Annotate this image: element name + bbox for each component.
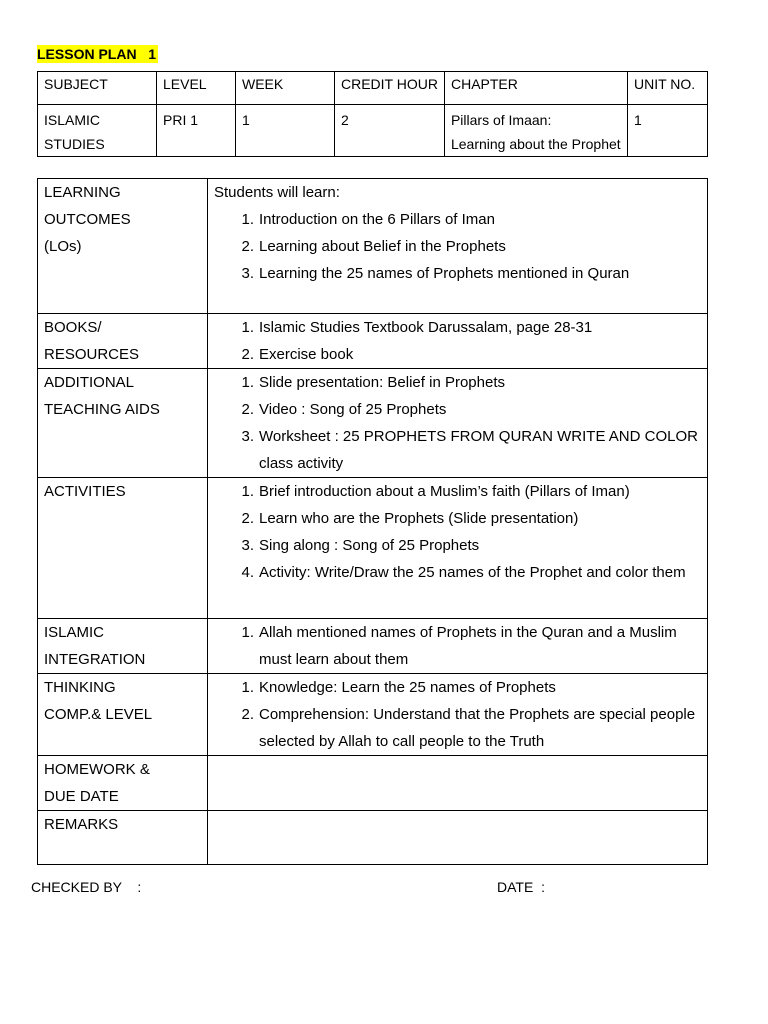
list-item: 1. Islamic Studies Textbook Darussalam, page 28-31 — [241, 319, 593, 336]
integration-label — [38, 619, 208, 674]
chapter-value — [444, 105, 627, 157]
list-item: 2. Learn who are the Prophets (Slide presentation) — [241, 510, 579, 527]
label-line: REMARKS — [44, 816, 119, 833]
list-item: 1. Brief introduction about a Muslim’s faith (Pillars of Iman) — [241, 483, 630, 500]
list-item: 2. Comprehension: Understand that the Prophets are special people selected by Allah to call people to the Truth — [241, 706, 696, 750]
activities-list — [208, 478, 701, 586]
header-level: LEVEL — [157, 72, 236, 105]
list-item: 4. Activity: Write/Draw the 25 names of the Prophet and color them — [241, 564, 686, 581]
credit-hour-value: 2 — [335, 105, 445, 157]
label-line: OUTCOMES — [44, 211, 131, 228]
checked-by-label: CHECKED BY : — [31, 879, 142, 895]
label-line: HOMEWORK & — [44, 761, 150, 778]
header-chapter: CHAPTER — [444, 72, 627, 105]
remarks-label — [38, 811, 208, 865]
label-line: BOOKS/ — [44, 319, 102, 336]
thinking-label — [38, 674, 208, 756]
header-subject: SUBJECT — [38, 72, 157, 105]
info-values-row — [38, 105, 708, 157]
course-info-table — [37, 71, 708, 157]
list-item: 2. Learning about Belief in the Prophets — [241, 238, 506, 255]
list-item: 2. Exercise book — [241, 346, 354, 363]
label-line: RESOURCES — [44, 346, 140, 363]
books-label — [38, 314, 208, 369]
remarks-content — [208, 811, 708, 865]
integration-list — [208, 619, 701, 673]
chapter-line-1: Pillars of Imaan: — [450, 112, 552, 128]
lesson-plan-title: LESSON PLAN 1 — [37, 46, 157, 62]
list-item: 3. Learning the 25 names of Prophets mentioned in Quran — [241, 265, 630, 282]
label-line: (LOs) — [44, 238, 82, 255]
learning-outcomes-lead: Students will learn: — [214, 184, 340, 201]
subject-line-2: STUDIES — [44, 136, 105, 152]
chapter-line-2: Learning about the Prophet — [450, 136, 621, 152]
label-line: INTEGRATION — [44, 651, 146, 668]
label-line: TEACHING AIDS — [44, 401, 160, 418]
lesson-details-table — [37, 178, 708, 865]
row-activities — [38, 478, 708, 619]
row-learning-outcomes — [38, 179, 708, 314]
date-label: DATE : — [497, 879, 545, 895]
label-line: THINKING — [44, 679, 116, 696]
list-item: 3. Worksheet : 25 PROPHETS FROM QURAN WRITE AND COLOR class activity — [241, 428, 698, 472]
list-item: 2. Video : Song of 25 Prophets — [241, 401, 447, 418]
level-value: PRI 1 — [157, 105, 236, 157]
teaching-aids-label — [38, 369, 208, 478]
list-item: 1. Slide presentation: Belief in Prophets — [241, 374, 505, 391]
row-remarks — [38, 811, 708, 865]
books-content — [208, 314, 708, 369]
info-header-row — [38, 72, 708, 105]
header-unit-no: UNIT NO. — [627, 72, 707, 105]
learning-outcomes-list — [208, 206, 701, 287]
homework-content — [208, 756, 708, 811]
list-item: 1. Introduction on the 6 Pillars of Iman — [241, 211, 495, 228]
row-integration — [38, 619, 708, 674]
learning-outcomes-label — [38, 179, 208, 314]
thinking-list — [208, 674, 701, 755]
homework-label — [38, 756, 208, 811]
label-line: ACTIVITIES — [44, 483, 126, 500]
label-line: DUE DATE — [44, 788, 119, 805]
label-line: ISLAMIC — [44, 624, 105, 641]
teaching-aids-content — [208, 369, 708, 478]
list-item: 1. Knowledge: Learn the 25 names of Prophets — [241, 679, 556, 696]
integration-content — [208, 619, 708, 674]
row-teaching-aids — [38, 369, 708, 478]
subject-line-1: ISLAMIC — [44, 112, 101, 128]
list-item: 3. Sing along : Song of 25 Prophets — [241, 537, 480, 554]
label-line: COMP.& LEVEL — [44, 706, 153, 723]
header-credit-hour: CREDIT HOUR — [335, 72, 445, 105]
header-week: WEEK — [236, 72, 335, 105]
activities-content — [208, 478, 708, 619]
list-item: 1. Allah mentioned names of Prophets in the Quran and a Muslim must learn about them — [241, 624, 677, 668]
row-homework — [38, 756, 708, 811]
activities-label — [38, 478, 208, 619]
thinking-content — [208, 674, 708, 756]
teaching-aids-list — [208, 369, 701, 477]
label-line: ADDITIONAL — [44, 374, 135, 391]
label-line: LEARNING — [44, 184, 121, 201]
row-books — [38, 314, 708, 369]
week-value: 1 — [236, 105, 335, 157]
unit-no-value: 1 — [627, 105, 707, 157]
subject-value — [38, 105, 157, 157]
books-list — [208, 314, 701, 368]
row-thinking — [38, 674, 708, 756]
learning-outcomes-content — [208, 179, 708, 314]
